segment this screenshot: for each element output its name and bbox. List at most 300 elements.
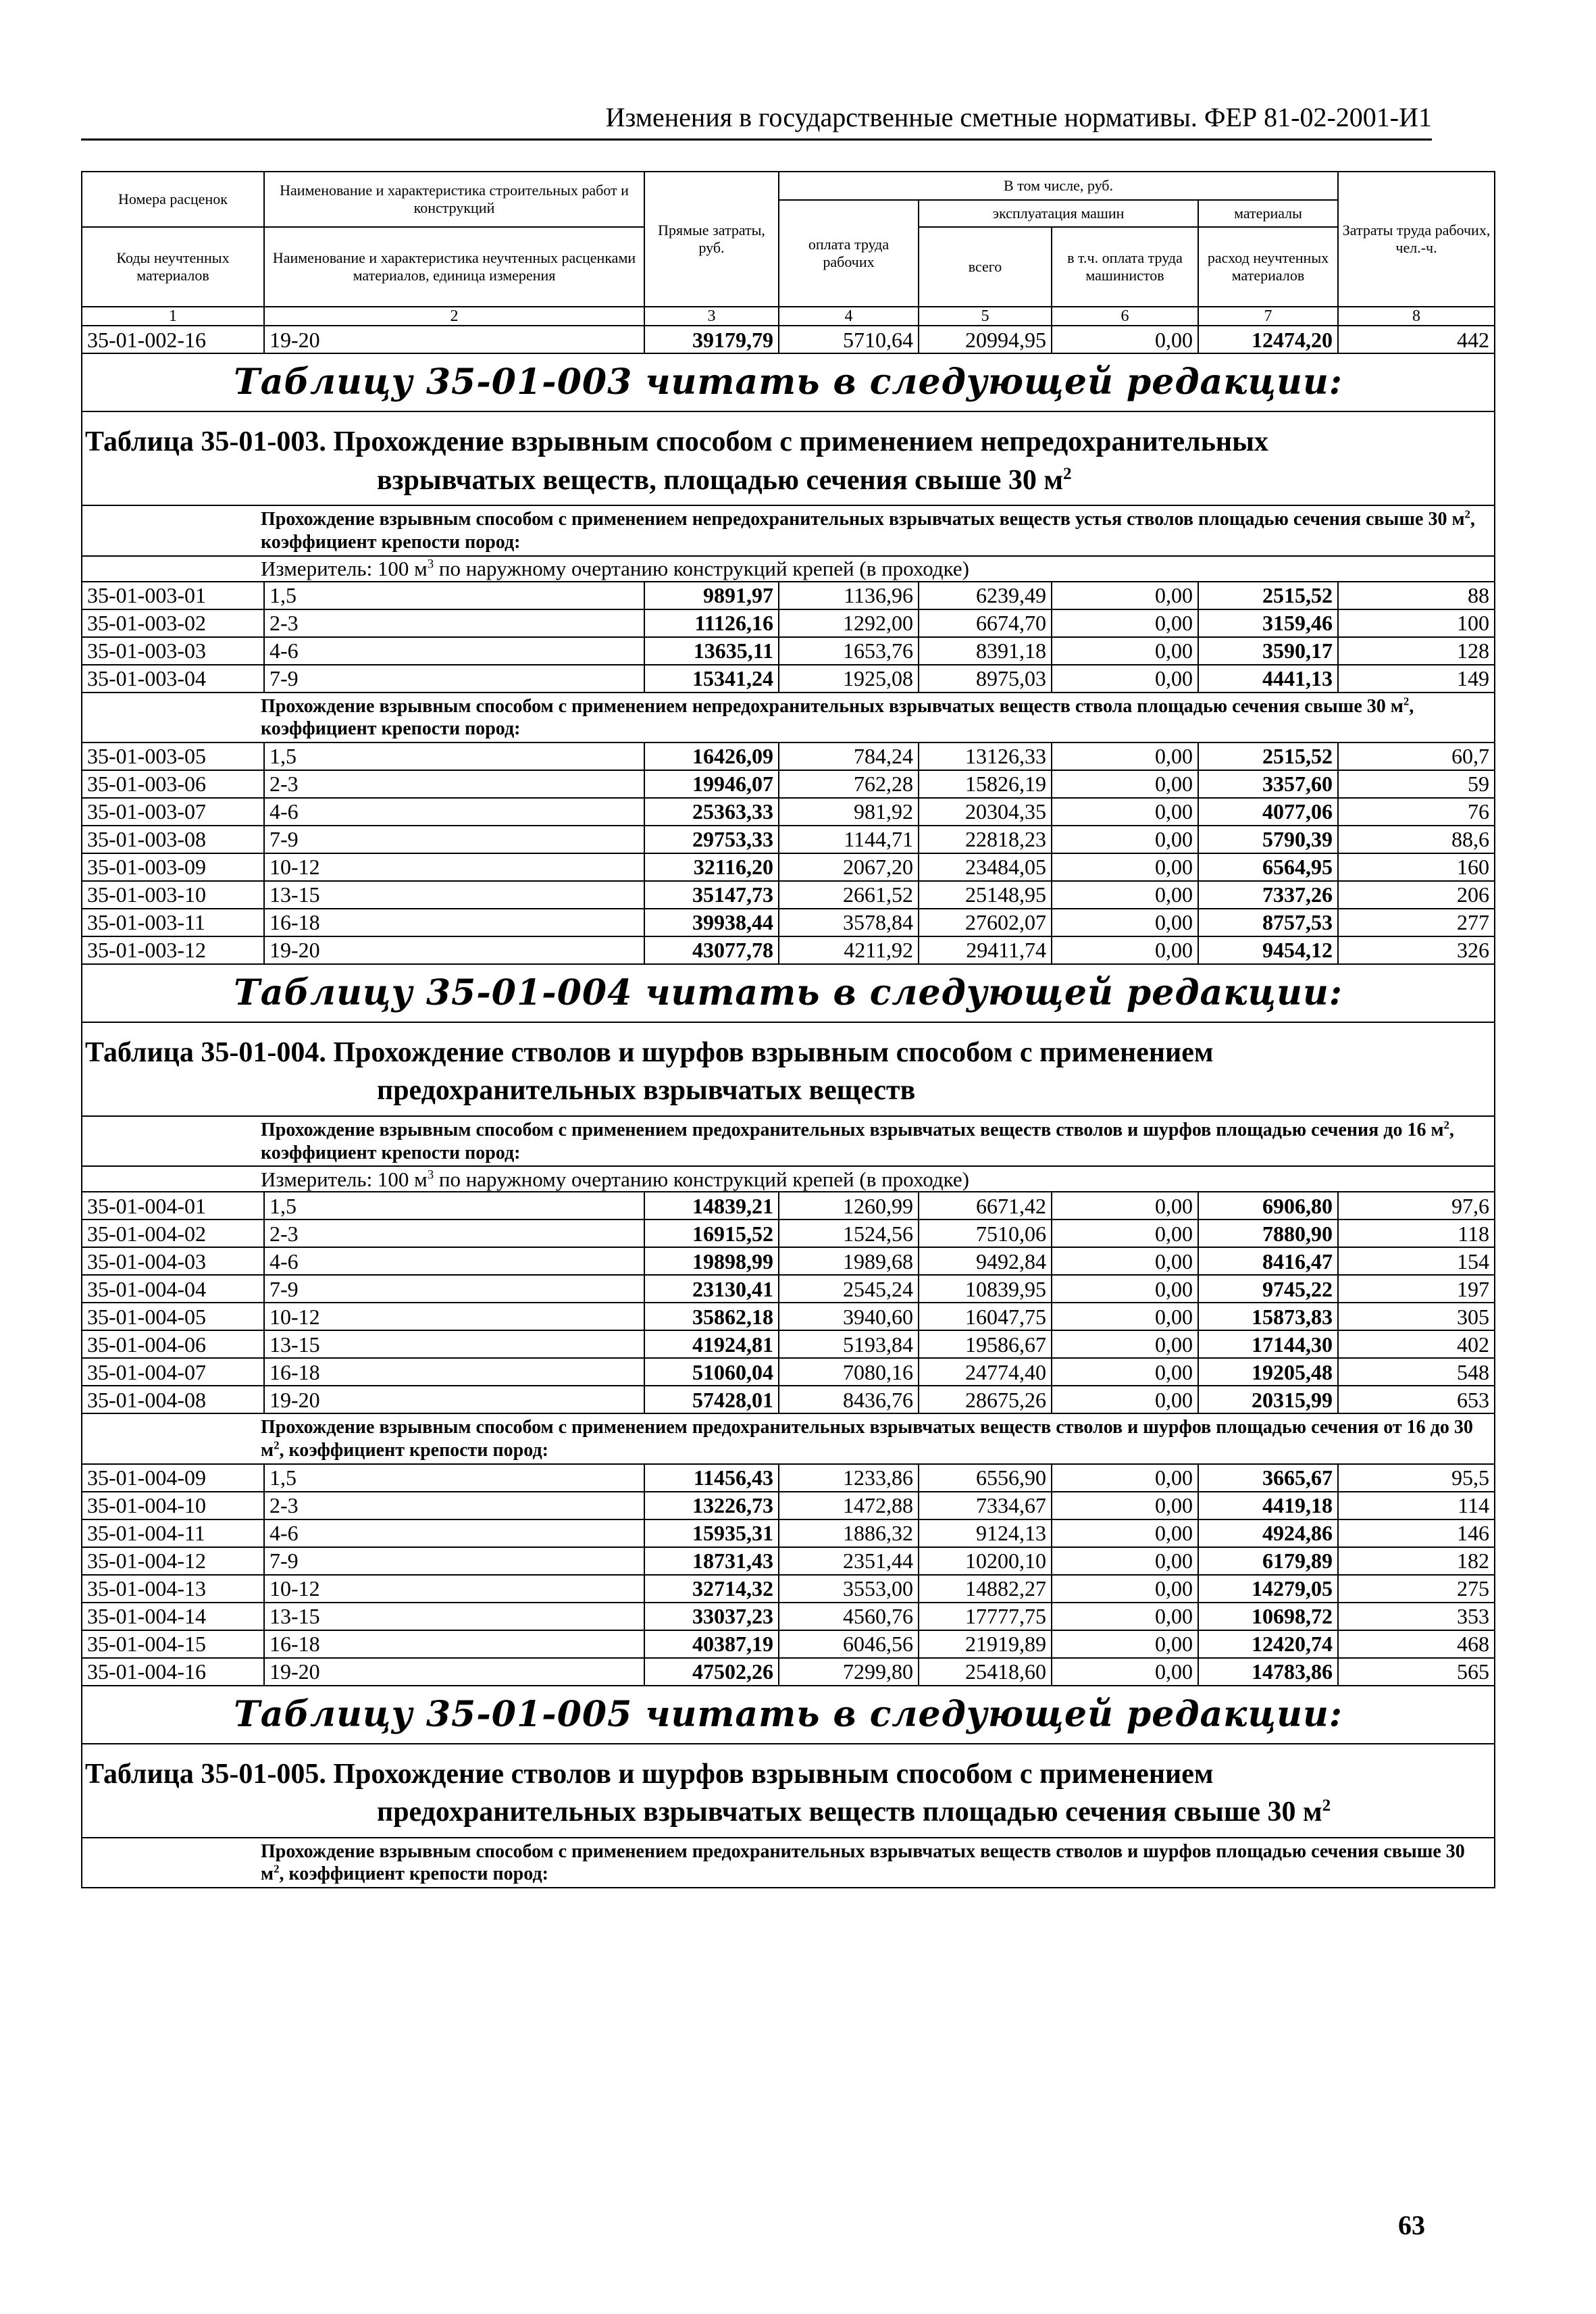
operator-wages: 0,00	[1052, 853, 1198, 881]
rate-code: 35-01-004-07	[82, 1358, 264, 1386]
machines-total: 27602,07	[919, 909, 1052, 936]
rate-code: 35-01-004-15	[82, 1630, 264, 1658]
table-row	[82, 1658, 1495, 1686]
measurement-unit-tail: по наружному очертанию конструкций крепей (в проходке)	[434, 1167, 969, 1191]
labor-hours: 149	[1338, 665, 1495, 693]
machines-total: 16047,75	[919, 1303, 1052, 1330]
rock-hardness: 2-3	[264, 1492, 644, 1519]
table-row	[82, 1358, 1495, 1386]
table-row	[82, 1247, 1495, 1275]
edition-row	[82, 964, 1495, 1022]
table-title-line2	[85, 461, 1491, 500]
rate-code: 35-01-003-04	[82, 665, 264, 693]
worker-wages: 2351,44	[779, 1547, 919, 1575]
materials: 4419,18	[1198, 1492, 1338, 1519]
measurement-unit-superscript: 3	[427, 1167, 434, 1182]
measurement-unit-text: Измеритель: 100 м	[261, 1167, 428, 1191]
machines-total: 22818,23	[919, 826, 1052, 853]
materials: 20315,99	[1198, 1386, 1338, 1413]
col2-header-bottom: Наименование и характеристика неучтенных расценками материалов, единица измерения	[264, 227, 644, 307]
worker-wages: 1653,76	[779, 637, 919, 665]
machines-total: 6671,42	[919, 1192, 1052, 1219]
materials: 14783,86	[1198, 1658, 1338, 1686]
rate-code: 35-01-003-07	[82, 798, 264, 826]
section-row	[82, 1413, 1495, 1463]
direct-costs: 11126,16	[644, 609, 779, 637]
running-header: Изменения в государственные сметные нормативы. ФЕР 81-02-2001-И1	[605, 102, 1432, 132]
rock-hardness: 16-18	[264, 1358, 644, 1386]
labor-hours: 326	[1338, 936, 1495, 964]
worker-wages: 981,92	[779, 798, 919, 826]
rate-code: 35-01-004-02	[82, 1219, 264, 1247]
materials: 6564,95	[1198, 853, 1338, 881]
section-heading-superscript: 2	[1443, 1118, 1449, 1132]
section-heading-text: Прохождение взрывным способом с применением предохранительных взрывчатых веществ стволов и шурфов площадью сечения до 16 м	[261, 1120, 1444, 1141]
col-num: 7	[1198, 307, 1338, 326]
labor-hours: 548	[1338, 1358, 1495, 1386]
col1-header-top: Номера расценок	[82, 172, 264, 227]
section-row	[82, 1116, 1495, 1166]
worker-wages: 762,28	[779, 770, 919, 798]
section-heading-tail: , коэффициент крепости пород:	[261, 695, 1414, 740]
operator-wages: 0,00	[1052, 1219, 1198, 1247]
table-row	[82, 1630, 1495, 1658]
col4-header: оплата труда рабочих	[779, 200, 919, 307]
operator-wages: 0,00	[1052, 1192, 1198, 1219]
table-row	[82, 609, 1495, 637]
rate-code: 35-01-003-09	[82, 853, 264, 881]
operator-wages: 0,00	[1052, 1247, 1198, 1275]
rock-hardness: 19-20	[264, 326, 644, 353]
materials: 7880,90	[1198, 1219, 1338, 1247]
measurement-unit-text: Измеритель: 100 м	[261, 557, 428, 581]
rock-hardness: 2-3	[264, 1219, 644, 1247]
worker-wages: 1524,56	[779, 1219, 919, 1247]
table-row	[82, 798, 1495, 826]
rate-code: 35-01-004-12	[82, 1547, 264, 1575]
section-heading	[82, 505, 1495, 555]
direct-costs: 47502,26	[644, 1658, 779, 1686]
col-num: 3	[644, 307, 779, 326]
materials: 14279,05	[1198, 1575, 1338, 1603]
rate-code: 35-01-003-01	[82, 582, 264, 609]
table-row	[82, 582, 1495, 609]
materials: 4924,86	[1198, 1519, 1338, 1547]
section-row	[82, 693, 1495, 743]
section-heading-text: Прохождение взрывным способом с применением непредохранительных взрывчатых веществ ствола площадью сечения свыше 30 м	[261, 695, 1404, 717]
direct-costs: 19898,99	[644, 1247, 779, 1275]
measure-row	[82, 1166, 1495, 1192]
materials: 6906,80	[1198, 1192, 1338, 1219]
rate-code: 35-01-004-11	[82, 1519, 264, 1547]
operator-wages: 0,00	[1052, 1386, 1198, 1413]
table-title-superscript: 2	[1322, 1796, 1331, 1815]
machines-total: 9124,13	[919, 1519, 1052, 1547]
table-row	[82, 1575, 1495, 1603]
table-row	[82, 936, 1495, 964]
table-row	[82, 1386, 1495, 1413]
table-title-row	[82, 1022, 1495, 1116]
rate-code: 35-01-004-09	[82, 1464, 264, 1492]
machines-total: 6556,90	[919, 1464, 1052, 1492]
operator-wages: 0,00	[1052, 1330, 1198, 1358]
measurement-unit	[82, 1166, 1495, 1192]
table-row	[82, 909, 1495, 936]
rock-hardness: 4-6	[264, 1519, 644, 1547]
materials: 9745,22	[1198, 1275, 1338, 1303]
labor-hours: 114	[1338, 1492, 1495, 1519]
direct-costs: 57428,01	[644, 1386, 779, 1413]
page-number: 63	[1398, 2210, 1425, 2240]
rock-hardness: 4-6	[264, 1247, 644, 1275]
labor-hours: 95,5	[1338, 1464, 1495, 1492]
worker-wages: 3578,84	[779, 909, 919, 936]
machines-total: 19586,67	[919, 1330, 1052, 1358]
rock-hardness: 13-15	[264, 881, 644, 909]
section-heading-superscript: 2	[1464, 508, 1470, 522]
labor-hours: 275	[1338, 1575, 1495, 1603]
edition-note: Таблицу 35-01-005 читать в следующей редакции:	[82, 1686, 1495, 1744]
worker-wages: 3553,00	[779, 1575, 919, 1603]
labor-hours: 277	[1338, 909, 1495, 936]
machines-total: 9492,84	[919, 1247, 1052, 1275]
operator-wages: 0,00	[1052, 1575, 1198, 1603]
header-rule	[81, 139, 1432, 141]
operator-wages: 0,00	[1052, 1547, 1198, 1575]
table-title-line1: Таблица 35-01-005. Прохождение стволов и шурфов взрывным способом с применением	[85, 1758, 1214, 1790]
worker-wages: 5710,64	[779, 326, 919, 353]
rock-hardness: 19-20	[264, 936, 644, 964]
worker-wages: 1292,00	[779, 609, 919, 637]
materials: 10698,72	[1198, 1603, 1338, 1630]
section-heading-tail: , коэффициент крепости пород:	[261, 1120, 1454, 1163]
col7-header: расход неучтенных материалов	[1198, 227, 1338, 307]
table-row	[82, 326, 1495, 353]
rock-hardness: 4-6	[264, 798, 644, 826]
table-row	[82, 1192, 1495, 1219]
col-num: 4	[779, 307, 919, 326]
operator-wages: 0,00	[1052, 936, 1198, 964]
table-title-superscript: 2	[1063, 464, 1072, 483]
operator-wages: 0,00	[1052, 1658, 1198, 1686]
direct-costs: 16915,52	[644, 1219, 779, 1247]
operator-wages: 0,00	[1052, 826, 1198, 853]
direct-costs: 43077,78	[644, 936, 779, 964]
materials: 4077,06	[1198, 798, 1338, 826]
section-heading	[82, 1413, 1495, 1463]
machines-total: 25418,60	[919, 1658, 1052, 1686]
materials-header: материалы	[1198, 200, 1338, 227]
machines-total: 28675,26	[919, 1386, 1052, 1413]
materials: 3357,60	[1198, 770, 1338, 798]
rock-hardness: 2-3	[264, 609, 644, 637]
edition-row	[82, 353, 1495, 411]
rock-hardness: 1,5	[264, 743, 644, 770]
rock-hardness: 10-12	[264, 853, 644, 881]
measure-row	[82, 556, 1495, 582]
edition-note: Таблицу 35-01-004 читать в следующей редакции:	[82, 964, 1495, 1022]
operator-wages: 0,00	[1052, 881, 1198, 909]
labor-hours: 653	[1338, 1386, 1495, 1413]
rates-table	[81, 171, 1495, 1888]
direct-costs: 40387,19	[644, 1630, 779, 1658]
table-row	[82, 1519, 1495, 1547]
table-row	[82, 1275, 1495, 1303]
worker-wages: 4560,76	[779, 1603, 919, 1630]
col-num: 6	[1052, 307, 1198, 326]
col2-header-top: Наименование и характеристика строительных работ и конструкций	[264, 172, 644, 227]
col6-header: в т.ч. оплата труда машинистов	[1052, 227, 1198, 307]
edition-row	[82, 1686, 1495, 1744]
materials: 8416,47	[1198, 1247, 1338, 1275]
col-num: 2	[264, 307, 644, 326]
rate-code: 35-01-004-13	[82, 1575, 264, 1603]
rate-code: 35-01-004-08	[82, 1386, 264, 1413]
direct-costs: 15935,31	[644, 1519, 779, 1547]
operator-wages: 0,00	[1052, 1492, 1198, 1519]
machines-total: 7334,67	[919, 1492, 1052, 1519]
worker-wages: 5193,84	[779, 1330, 919, 1358]
materials: 15873,83	[1198, 1303, 1338, 1330]
col8-header: Затраты труда рабочих, чел.-ч.	[1338, 172, 1495, 307]
direct-costs: 16426,09	[644, 743, 779, 770]
labor-hours: 154	[1338, 1247, 1495, 1275]
direct-costs: 29753,33	[644, 826, 779, 853]
section-heading	[82, 1116, 1495, 1166]
measurement-unit	[82, 556, 1495, 582]
rate-code: 35-01-004-01	[82, 1192, 264, 1219]
worker-wages: 2545,24	[779, 1275, 919, 1303]
rock-hardness: 1,5	[264, 582, 644, 609]
table-title-line2-text: взрывчатых веществ, площадью сечения свыше 30 м	[377, 464, 1063, 496]
table-title	[82, 1022, 1495, 1116]
rock-hardness: 16-18	[264, 909, 644, 936]
worker-wages: 784,24	[779, 743, 919, 770]
labor-hours: 100	[1338, 609, 1495, 637]
labor-hours: 565	[1338, 1658, 1495, 1686]
worker-wages: 1144,71	[779, 826, 919, 853]
rate-code: 35-01-003-10	[82, 881, 264, 909]
operator-wages: 0,00	[1052, 1275, 1198, 1303]
section-heading-text: Прохождение взрывным способом с применением предохранительных взрывчатых веществ стволов и шурфов площадью сечения от 16 до 30 м	[261, 1417, 1473, 1461]
section-heading-superscript: 2	[274, 1863, 280, 1876]
direct-costs: 19946,07	[644, 770, 779, 798]
labor-hours: 76	[1338, 798, 1495, 826]
materials: 17144,30	[1198, 1330, 1338, 1358]
operator-wages: 0,00	[1052, 1519, 1198, 1547]
table-row	[82, 743, 1495, 770]
table-row	[82, 1492, 1495, 1519]
operator-wages: 0,00	[1052, 743, 1198, 770]
rock-hardness: 4-6	[264, 637, 644, 665]
section-heading	[82, 1838, 1495, 1888]
rate-code: 35-01-004-16	[82, 1658, 264, 1686]
rate-code: 35-01-003-12	[82, 936, 264, 964]
col-num: 1	[82, 307, 264, 326]
col3-header: Прямые затраты, руб.	[644, 172, 779, 307]
machines-total: 14882,27	[919, 1575, 1052, 1603]
operator-wages: 0,00	[1052, 1358, 1198, 1386]
worker-wages: 8436,76	[779, 1386, 919, 1413]
section-heading-text: Прохождение взрывным способом с применением непредохранительных взрывчатых веществ устья стволов площадью сечения свыше 30 м	[261, 509, 1465, 530]
worker-wages: 7299,80	[779, 1658, 919, 1686]
table-title-row	[82, 1744, 1495, 1838]
machines-total: 17777,75	[919, 1603, 1052, 1630]
table-title-line1: Таблица 35-01-003. Прохождение взрывным способом с применением непредохранительных	[85, 426, 1268, 457]
direct-costs: 32714,32	[644, 1575, 779, 1603]
machines-total: 20304,35	[919, 798, 1052, 826]
machines-total: 23484,05	[919, 853, 1052, 881]
table-row	[82, 1303, 1495, 1330]
col5-header: всего	[919, 227, 1052, 307]
materials: 2515,52	[1198, 743, 1338, 770]
materials: 3590,17	[1198, 637, 1338, 665]
direct-costs: 51060,04	[644, 1358, 779, 1386]
measurement-unit-tail: по наружному очертанию конструкций крепей (в проходке)	[434, 557, 969, 581]
rock-hardness: 1,5	[264, 1464, 644, 1492]
rock-hardness: 19-20	[264, 1386, 644, 1413]
direct-costs: 39179,79	[644, 326, 779, 353]
operator-wages: 0,00	[1052, 1603, 1198, 1630]
table-row	[82, 637, 1495, 665]
rate-code: 35-01-003-05	[82, 743, 264, 770]
direct-costs: 25363,33	[644, 798, 779, 826]
edition-note: Таблицу 35-01-003 читать в следующей редакции:	[82, 353, 1495, 411]
materials: 19205,48	[1198, 1358, 1338, 1386]
labor-hours: 160	[1338, 853, 1495, 881]
rock-hardness: 16-18	[264, 1630, 644, 1658]
materials: 3159,46	[1198, 609, 1338, 637]
labor-hours: 60,7	[1338, 743, 1495, 770]
col1-header-bottom: Коды неучтенных материалов	[82, 227, 264, 307]
table-row	[82, 1547, 1495, 1575]
materials: 9454,12	[1198, 936, 1338, 964]
rock-hardness: 7-9	[264, 665, 644, 693]
rock-hardness: 10-12	[264, 1303, 644, 1330]
table-title	[82, 1744, 1495, 1838]
rock-hardness: 13-15	[264, 1330, 644, 1358]
machines-total: 6239,49	[919, 582, 1052, 609]
machines-total: 7510,06	[919, 1219, 1052, 1247]
measurement-unit-superscript: 3	[427, 557, 434, 572]
table-row	[82, 770, 1495, 798]
operator-wages: 0,00	[1052, 665, 1198, 693]
materials: 7337,26	[1198, 881, 1338, 909]
operator-wages: 0,00	[1052, 1303, 1198, 1330]
materials: 6179,89	[1198, 1547, 1338, 1575]
materials: 2515,52	[1198, 582, 1338, 609]
rate-code: 35-01-003-06	[82, 770, 264, 798]
worker-wages: 1136,96	[779, 582, 919, 609]
machines-total: 25148,95	[919, 881, 1052, 909]
table-row	[82, 1603, 1495, 1630]
direct-costs: 18731,43	[644, 1547, 779, 1575]
worker-wages: 1260,99	[779, 1192, 919, 1219]
rock-hardness: 7-9	[264, 1547, 644, 1575]
table-row	[82, 1330, 1495, 1358]
rate-code: 35-01-003-03	[82, 637, 264, 665]
labor-hours: 402	[1338, 1330, 1495, 1358]
machines-total: 20994,95	[919, 326, 1052, 353]
machines-total: 24774,40	[919, 1358, 1052, 1386]
direct-costs: 14839,21	[644, 1192, 779, 1219]
labor-hours: 206	[1338, 881, 1495, 909]
operator-wages: 0,00	[1052, 609, 1198, 637]
operator-wages: 0,00	[1052, 1630, 1198, 1658]
rate-code: 35-01-004-05	[82, 1303, 264, 1330]
labor-hours: 182	[1338, 1547, 1495, 1575]
rate-code: 35-01-004-14	[82, 1603, 264, 1630]
worker-wages: 2067,20	[779, 853, 919, 881]
labor-hours: 118	[1338, 1219, 1495, 1247]
worker-wages: 6046,56	[779, 1630, 919, 1658]
rate-code: 35-01-003-11	[82, 909, 264, 936]
worker-wages: 1989,68	[779, 1247, 919, 1275]
table-row	[82, 826, 1495, 853]
operator-wages: 0,00	[1052, 770, 1198, 798]
table-row	[82, 1464, 1495, 1492]
machines-total: 29411,74	[919, 936, 1052, 964]
rock-hardness: 10-12	[264, 1575, 644, 1603]
direct-costs: 39938,44	[644, 909, 779, 936]
section-heading-text: Прохождение взрывным способом с применением предохранительных взрывчатых веществ стволов и шурфов площадью сечения свыше 30 м	[261, 1840, 1465, 1885]
section-heading-tail: , коэффициент крепости пород:	[279, 1863, 548, 1885]
worker-wages: 7080,16	[779, 1358, 919, 1386]
rate-code: 35-01-003-08	[82, 826, 264, 853]
machines-total: 13126,33	[919, 743, 1052, 770]
rock-hardness: 2-3	[264, 770, 644, 798]
rate-code: 35-01-003-02	[82, 609, 264, 637]
labor-hours: 59	[1338, 770, 1495, 798]
materials: 4441,13	[1198, 665, 1338, 693]
labor-hours: 88,6	[1338, 826, 1495, 853]
worker-wages: 1233,86	[779, 1464, 919, 1492]
table-title-line2-text: предохранительных взрывчатых веществ площадью сечения свыше 30 м	[377, 1796, 1322, 1828]
direct-costs: 32116,20	[644, 853, 779, 881]
labor-hours: 468	[1338, 1630, 1495, 1658]
rock-hardness: 19-20	[264, 1658, 644, 1686]
labor-hours: 305	[1338, 1303, 1495, 1330]
col-num: 5	[919, 307, 1052, 326]
rate-code: 35-01-004-03	[82, 1247, 264, 1275]
machines-total: 8975,03	[919, 665, 1052, 693]
worker-wages: 4211,92	[779, 936, 919, 964]
operator-wages: 0,00	[1052, 582, 1198, 609]
rate-code: 35-01-004-06	[82, 1330, 264, 1358]
machines-total: 15826,19	[919, 770, 1052, 798]
section-row	[82, 505, 1495, 555]
table-title-line1: Таблица 35-01-004. Прохождение стволов и шурфов взрывным способом с применением	[85, 1036, 1214, 1068]
labor-hours: 353	[1338, 1603, 1495, 1630]
direct-costs: 41924,81	[644, 1330, 779, 1358]
direct-costs: 35862,18	[644, 1303, 779, 1330]
direct-costs: 15341,24	[644, 665, 779, 693]
machines-total: 21919,89	[919, 1630, 1052, 1658]
section-heading-superscript: 2	[1403, 695, 1410, 708]
worker-wages: 1472,88	[779, 1492, 919, 1519]
worker-wages: 3940,60	[779, 1303, 919, 1330]
table-title	[82, 411, 1495, 505]
worker-wages: 1886,32	[779, 1519, 919, 1547]
direct-costs: 11456,43	[644, 1464, 779, 1492]
direct-costs: 9891,97	[644, 582, 779, 609]
table-row	[82, 853, 1495, 881]
worker-wages: 2661,52	[779, 881, 919, 909]
worker-wages: 1925,08	[779, 665, 919, 693]
rate-code: 35-01-004-10	[82, 1492, 264, 1519]
rate-code: 35-01-002-16	[82, 326, 264, 353]
col-num: 8	[1338, 307, 1495, 326]
